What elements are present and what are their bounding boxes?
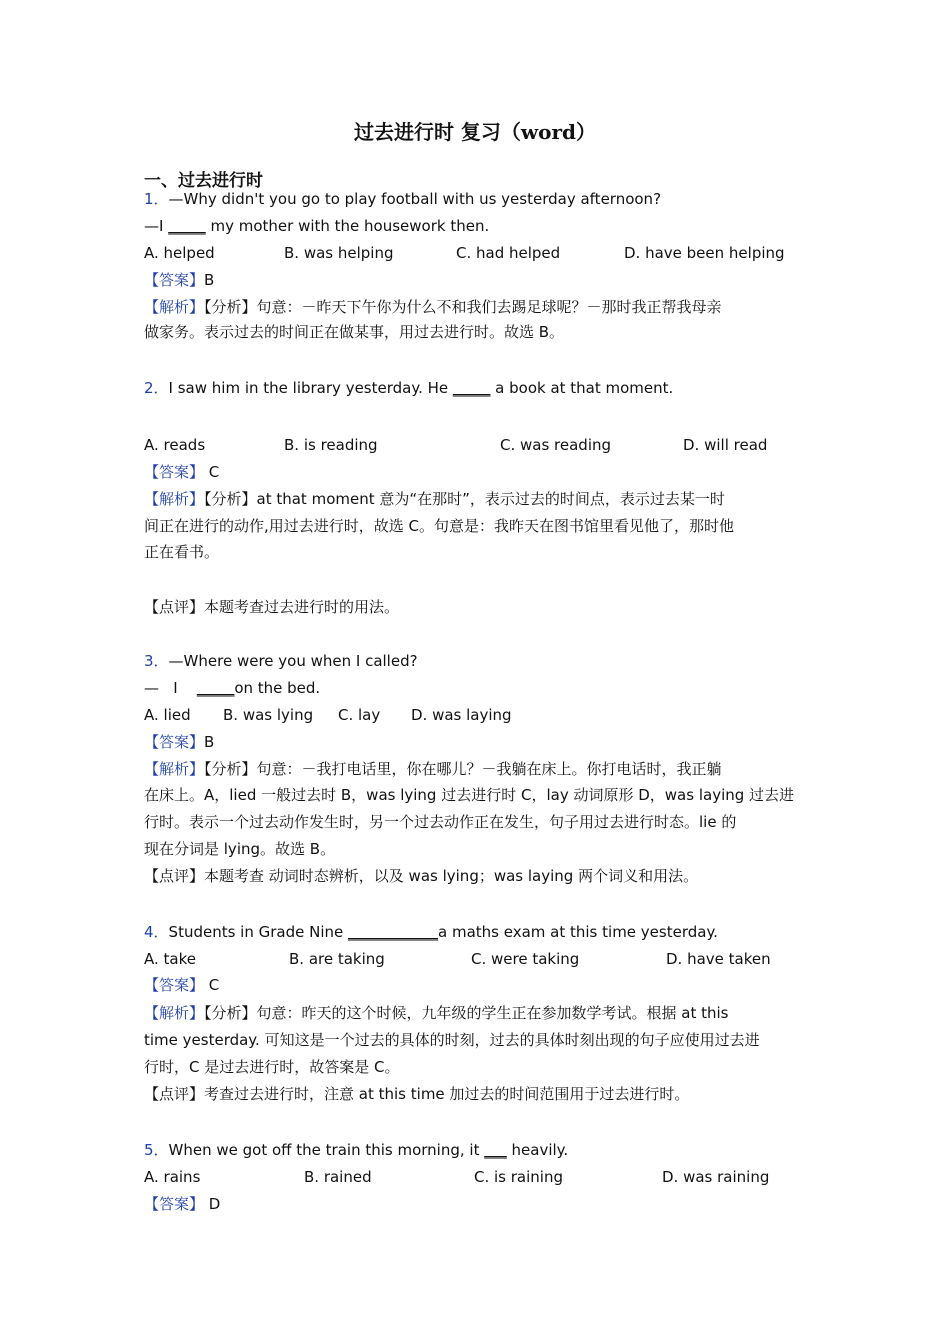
question-number: 2． [144, 379, 169, 397]
option-d: D. have taken [666, 950, 771, 968]
question-1-stem-reply: —I _____ my mother with the housework then. [144, 217, 490, 235]
comment-tag: 【点评】 [144, 598, 205, 616]
answer-tag: 【答案】 [144, 463, 205, 481]
question-4-stem: 4．Students in Grade Nine ____________a maths exam at this time yesterday. [144, 923, 718, 941]
question-2-stem: 2．I saw him in the library yesterday. He _____ a book at that moment. [144, 379, 674, 397]
option-c: C. was reading [500, 436, 612, 454]
comment-line: 【点评】本题考查 动词时态辨析，以及 was lying；was laying 两个词义和用法。 [144, 867, 699, 885]
question-number: 5． [144, 1141, 169, 1159]
comment-line: 【点评】考查过去进行时，注意 at this time 加过去的时间范围用于过去进行时。 [144, 1085, 690, 1103]
analysis-line: 【解析】【分析】句意：－昨天下午你为什么不和我们去踢足球呢？－那时我正帮我母亲 [144, 298, 722, 316]
option-c: C. is raining [474, 1168, 563, 1186]
answer-line: 【答案】 D [144, 1195, 221, 1213]
option-c: C. had helped [456, 244, 561, 262]
analysis-tag: 【解析】 [144, 760, 205, 778]
answer-tag: 【答案】 [144, 733, 205, 751]
question-5-stem: 5．When we got off the train this morning, it ___ heavily. [144, 1141, 569, 1159]
question-number: 3． [144, 652, 169, 670]
analysis-line: 做家务。表示过去的时间正在做某事，用过去进行时。故选 B。 [144, 323, 565, 341]
analysis-line: 行时，C 是过去进行时，故答案是 C。 [144, 1058, 400, 1076]
option-a: A. take [144, 950, 196, 968]
analysis-line: 行时。表示一个过去动作发生时，另一个过去动作正在发生，句子用过去进行时态。lie 的 [144, 813, 737, 831]
analysis-line: 现在分词是 lying。故选 B。 [144, 840, 336, 858]
analysis-line: 【解析】【分析】at that moment 意为“在那时”，表示过去的时间点，表示过去某一时 [144, 490, 725, 508]
option-a: A. rains [144, 1168, 201, 1186]
answer-line: 【答案】B [144, 733, 215, 751]
analysis-tag: 【解析】 [144, 490, 205, 508]
question-1-stem: 1．—Why didn't you go to play football with us yesterday afternoon? [144, 190, 662, 208]
option-d: D. will read [683, 436, 768, 454]
analysis-line: 间正在进行的动作,用过去进行时，故选 C。句意是：我昨天在图书馆里看见他了，那时他 [144, 517, 735, 535]
answer-line: 【答案】 C [144, 463, 220, 481]
answer-tag: 【答案】 [144, 1195, 205, 1213]
option-b: B. was helping [284, 244, 394, 262]
comment-tag: 【点评】 [144, 1085, 205, 1103]
answer-line: 【答案】B [144, 271, 215, 289]
answer-tag: 【答案】 [144, 976, 205, 994]
option-c: C. lay [338, 706, 381, 724]
option-c: C. were taking [471, 950, 580, 968]
section-heading: 一、过去进行时 [144, 171, 263, 191]
option-b: B. was lying [223, 706, 314, 724]
comment-line: 【点评】本题考查过去进行时的用法。 [144, 598, 400, 616]
analysis-line: 【解析】【分析】句意：－我打电话里，你在哪儿？－我躺在床上。你打电话时，我正躺 [144, 760, 722, 778]
answer-tag: 【答案】 [144, 271, 205, 289]
analysis-line: time yesterday. 可知这是一个过去的具体的时刻，过去的具体时刻出现的句子应使用过去进 [144, 1031, 760, 1049]
analysis-tag: 【解析】 [144, 298, 205, 316]
option-b: B. rained [304, 1168, 372, 1186]
answer-blank: ___ [484, 1141, 507, 1159]
option-a: A. helped [144, 244, 215, 262]
question-number: 1． [144, 190, 169, 208]
option-b: B. are taking [289, 950, 385, 968]
option-d: D. was raining [662, 1168, 770, 1186]
answer-blank: ____________ [348, 923, 439, 941]
question-3-stem: 3．—Where were you when I called? [144, 652, 418, 670]
analysis-line: 在床上。A，lied 一般过去时 B，was lying 过去进行时 C，lay 动词原形 D，was laying 过去进 [144, 786, 795, 804]
answer-line: 【答案】 C [144, 976, 220, 994]
answer-blank: _____ [196, 679, 235, 697]
analysis-line: 【解析】【分析】句意：昨天的这个时候，九年级的学生正在参加数学考试。根据 at this [144, 1004, 729, 1022]
analysis-tag: 【解析】 [144, 1004, 205, 1022]
option-d: D. have been helping [624, 244, 785, 262]
option-a: A. lied [144, 706, 191, 724]
comment-tag: 【点评】 [144, 867, 205, 885]
page-title: 过去进行时 复习（word） [353, 120, 597, 144]
question-number: 4． [144, 923, 169, 941]
option-d: D. was laying [411, 706, 512, 724]
option-a: A. reads [144, 436, 206, 454]
option-b: B. is reading [284, 436, 378, 454]
question-3-stem-reply: — I _____on the bed. [144, 679, 321, 697]
answer-blank: _____ [452, 379, 491, 397]
analysis-line: 正在看书。 [144, 543, 220, 561]
answer-blank: _____ [168, 217, 206, 235]
